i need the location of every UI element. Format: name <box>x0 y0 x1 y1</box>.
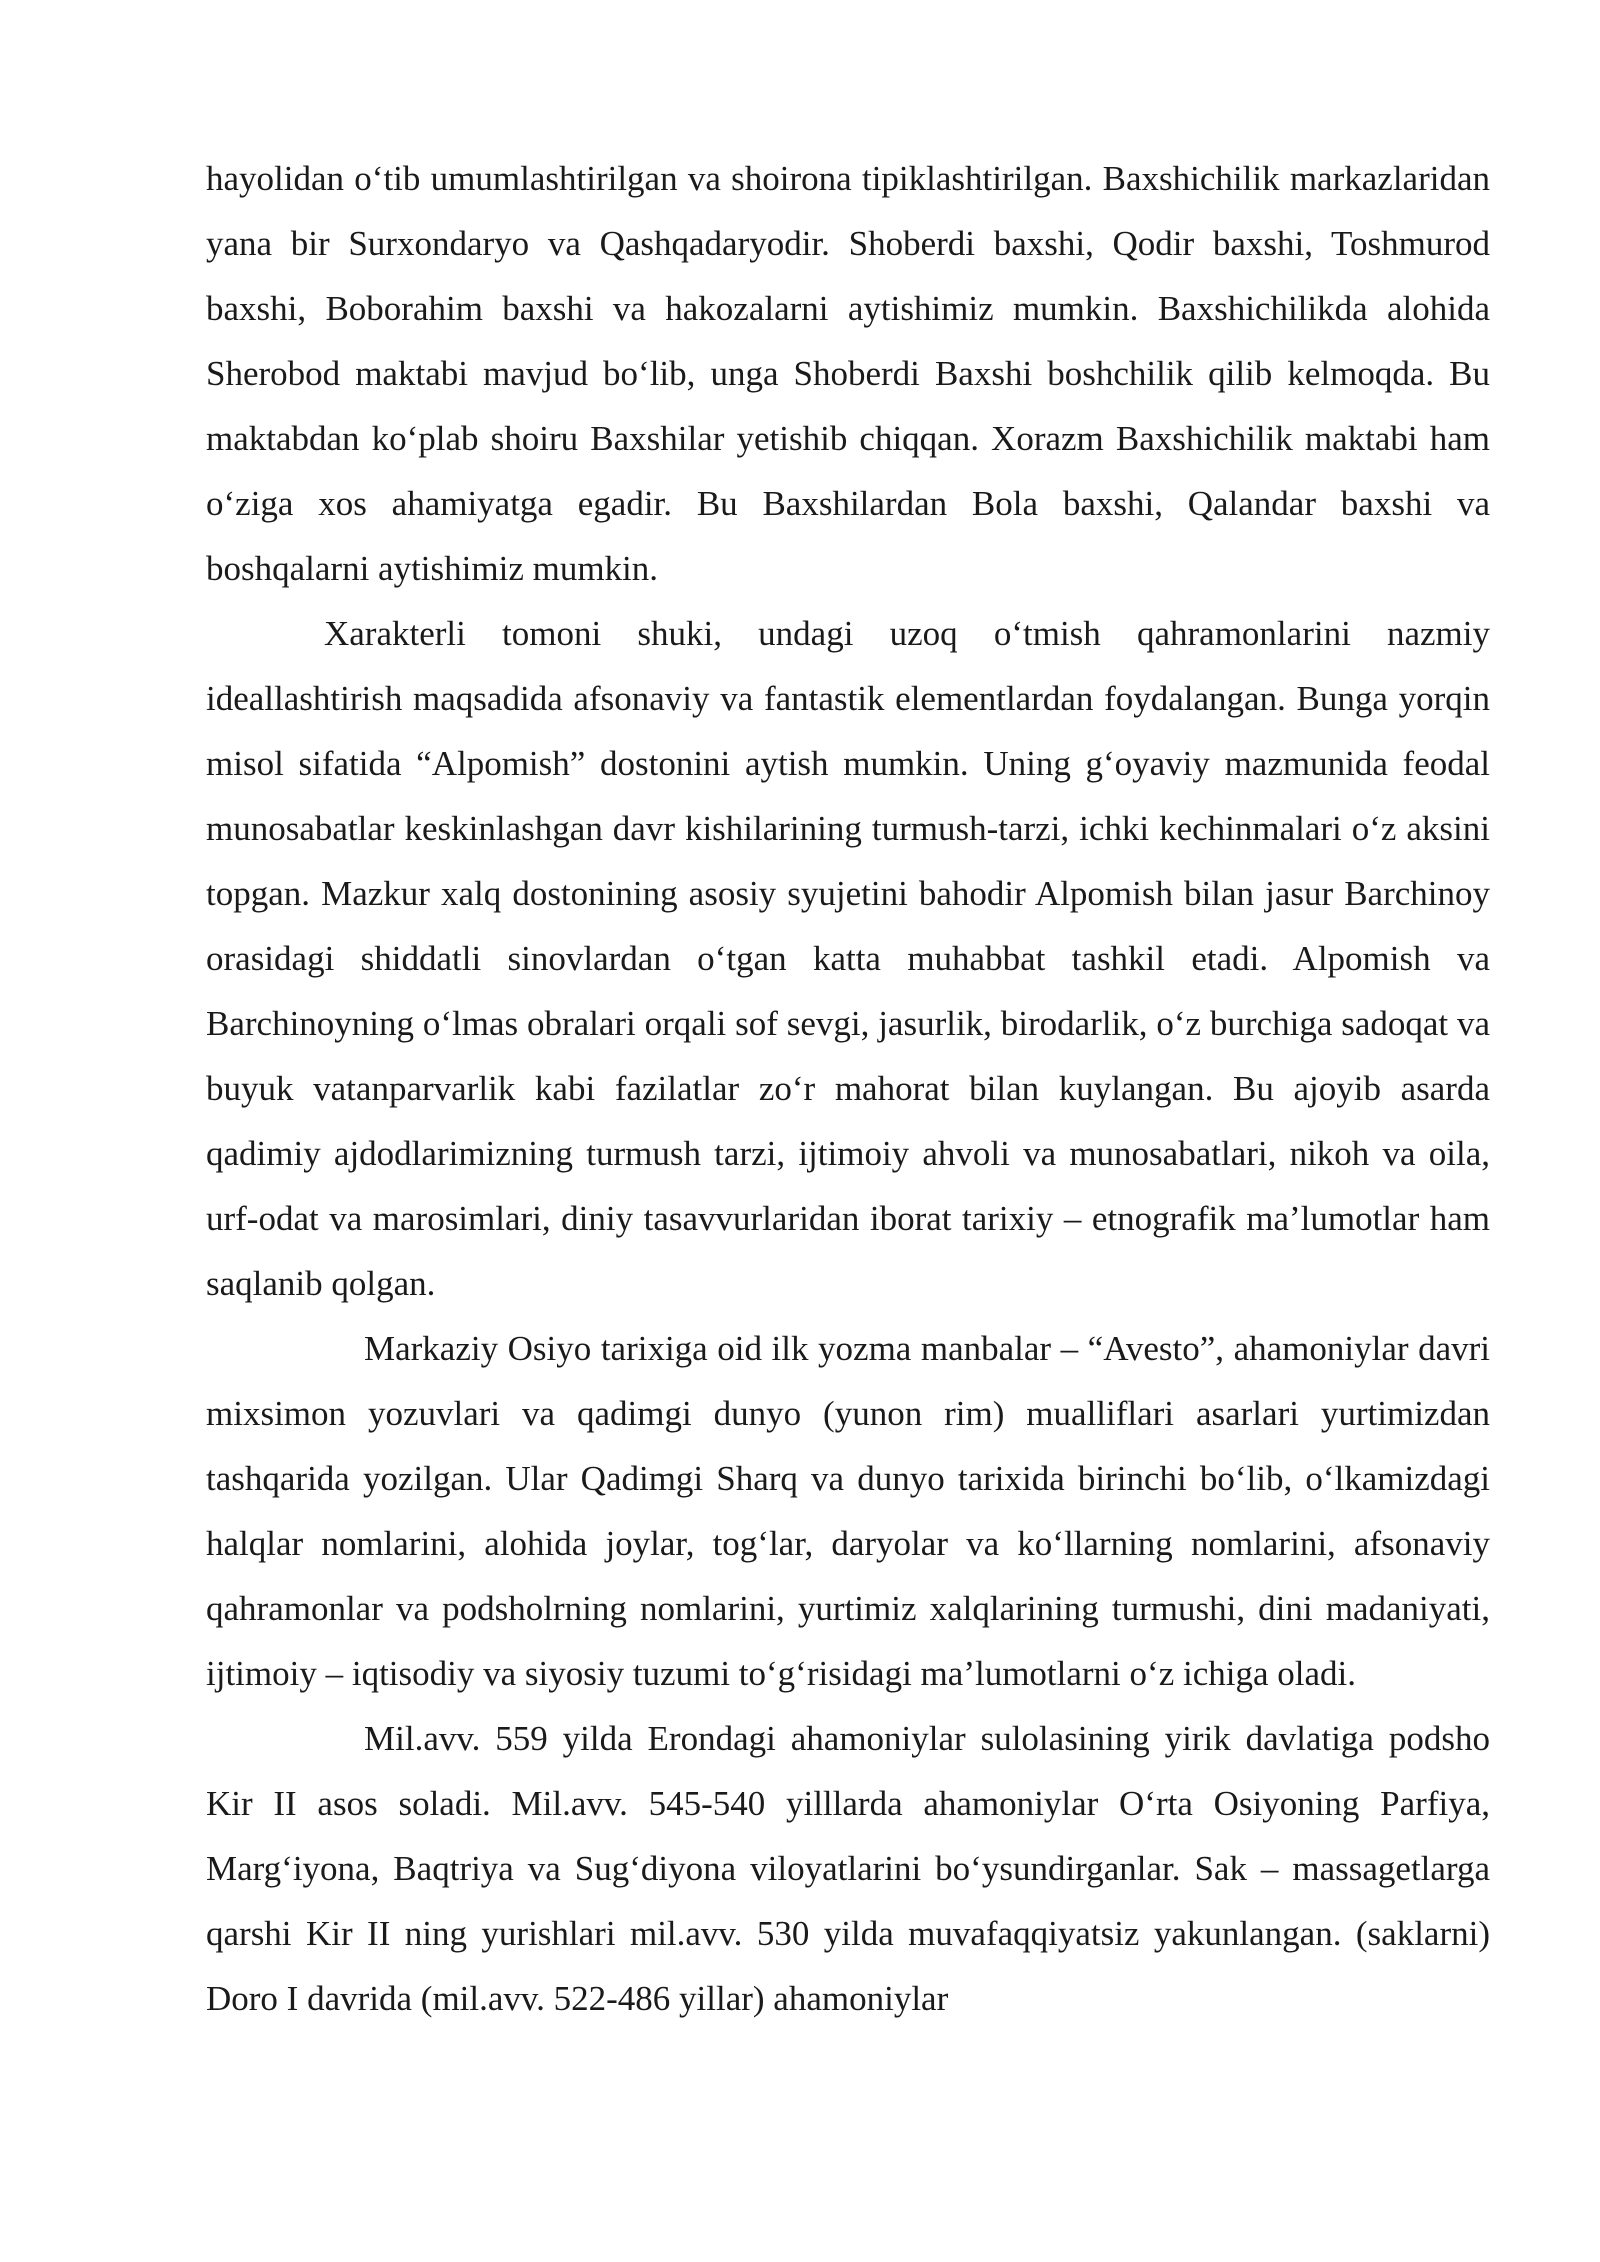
paragraph-achaemenids: Mil.avv. 559 yilda Erondagi ahamoniylar sulolasining yirik davlatiga podsho Kir II asos soladi. Mil.avv. 545-540 yilllarda ahamoniylar O‘rta Osiyoning Parfiya, Marg‘iyona, Baqtriya va Sug‘diyona viloyatlarini bo‘ysundirganlar. Sak – massagetlarga qarshi Kir II ning yurishlari mil.avv. 530 yilda muvafaqqiyatsiz yakunlangan. (saklarni) Doro I davrida (mil.avv. 522-486 yillar) ahamoniylar <box>206 1719 1490 2018</box>
paragraph-continued: hayolidan o‘tib umumlashtirilgan va shoirona tipiklashtirilgan. Baxshichilik markazlaridan yana bir Surxondaryo va Qashqadaryodir. Shoberdi baxshi, Qodir baxshi, Toshmurod baxshi, Boborahim baxshi va hakozalarni aytishimiz mumkin. Baxshichilikda alohida Sherobod maktabi mavjud bo‘lib, unga Shoberdi Baxshi boshchilik qilib kelmoqda. Bu maktabdan ko‘plab shoiru Baxshilar yetishib chiqqan. Xorazm Baxshichilik maktabi ham o‘ziga xos ahamiyatga egadir. Bu Baxshilardan Bola baxshi, Qalandar baxshi va boshqalarni aytishimiz mumkin. <box>206 159 1490 588</box>
document-body <box>206 146 1490 2031</box>
paragraph-alpomish: Xarakterli tomoni shuki, undagi uzoq o‘tmish qahramonlarini nazmiy ideallashtirish maqsadida afsonaviy va fantastik elementlardan foydalangan. Bunga yorqin misol sifatida “Alpomish” dostonini aytish mumkin. Uning g‘oyaviy mazmunida feodal munosabatlar keskinlashgan davr kishilarining turmush-tarzi, ichki kechinmalari o‘z aksini topgan. Mazkur xalq dostonining asosiy syujetini bahodir Alpomish bilan jasur Barchinoy orasidagi shiddatli sinovlardan o‘tgan katta muhabbat tashkil etadi. Alpomish va Barchinoyning o‘lmas obralari orqali sof sevgi, jasurlik, birodarlik, o‘z burchiga sadoqat va buyuk vatanparvarlik kabi fazilatlar zo‘r mahorat bilan kuylangan. Bu ajoyib asarda qadimiy ajdodlarimizning turmush tarzi, ijtimoiy ahvoli va munosabatlari, nikoh va oila, urf-odat va marosimlari, diniy tasavvurlaridan iborat tarixiy – etnografik ma’lumotlar ham saqlanib qolgan. <box>206 614 1490 1303</box>
paragraph-written-sources: Markaziy Osiyo tarixiga oid ilk yozma manbalar – “Avesto”, ahamoniylar davri mixsimon yozuvlari va qadimgi dunyo (yunon rim) mualliflari asarlari yurtimizdan tashqarida yozilgan. Ular Qadimgi Sharq va dunyo tarixida birinchi bo‘lib, o‘lkamizdagi halqlar nomlarini, alohida joylar, tog‘lar, daryolar va ko‘llarning nomlarini, afsonaviy qahramonlar va podsholrning nomlarini, yurtimiz xalqlarining turmushi, dini madaniyati, ijtimoiy – iqtisodiy va siyosiy tuzumi to‘g‘risidagi ma’lumotlarni o‘z ichiga oladi. <box>206 1329 1490 1693</box>
